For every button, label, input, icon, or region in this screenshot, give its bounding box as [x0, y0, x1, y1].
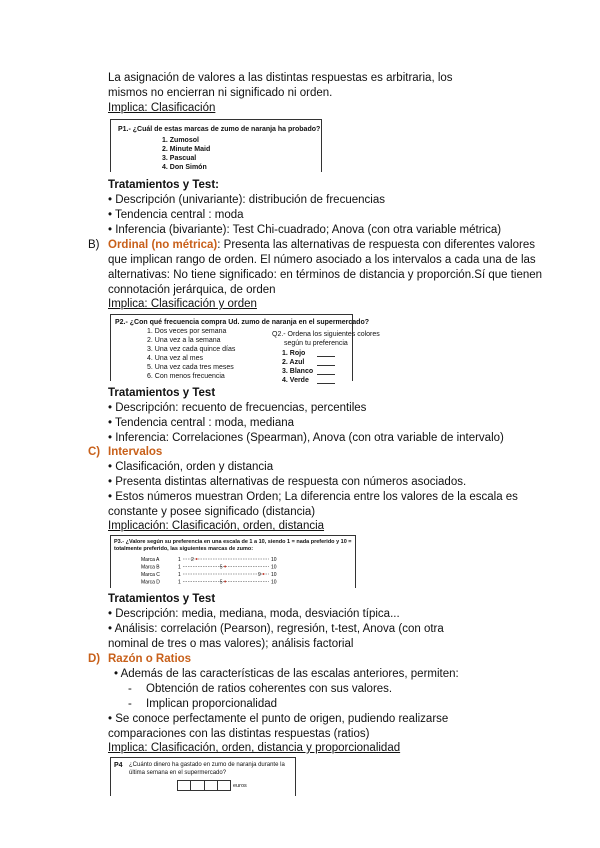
intro-line-2: mismos no encierran ni significado ni orden. [108, 87, 333, 99]
q2-subtitle: según tu preferencia [284, 340, 348, 347]
section-b-letter: B) [88, 239, 100, 251]
section-b-title: Ordinal (no métrica) [108, 239, 218, 251]
section-d-sub-item: Obtención de ratios coherentes con sus valores. [146, 683, 393, 695]
section-d-item-2-line-1: • Se conoce perfectamente el punto de origen, pudiendo realizarse [108, 713, 449, 725]
p4-question-line-2: última semana en el supermercado? [129, 770, 227, 776]
ordinal-test-item: • Inferencia: Correlaciones (Spearman), Anova (con otra variable de intervalo) [108, 432, 504, 444]
p4-question-line-1: ¿Cuánto dinero ha gastado en zumo de naranja durante la [129, 762, 285, 768]
p1-option: 3. Pascual [162, 155, 197, 162]
section-b-line-4: connotación jerárquica, de orden [108, 284, 276, 296]
p3-scale-max: 10 [271, 579, 277, 586]
question-box-p4 [110, 757, 296, 796]
ordinal-tests-heading: Tratamientos y Test [108, 387, 216, 399]
p2-option: 5. Una vez cada tres meses [147, 364, 234, 371]
section-d-letter: D) [88, 653, 101, 665]
question-box-p2 [110, 314, 380, 384]
interval-test-item: • Análisis: correlación (Pearson), regresión, t-test, Anova (con otra [108, 623, 444, 635]
p4-unit: euros [233, 783, 247, 789]
p3-scale-mark: 5 [219, 579, 223, 586]
q2-blank-line [317, 383, 335, 384]
section-c-item: • Presenta distintas alternativas de respuesta con números asociados. [108, 476, 467, 488]
interval-tests-heading: Tratamientos y Test [108, 593, 216, 605]
q2-color: 2. Azul [282, 359, 305, 366]
section-b-line-1: : Presenta las alternativas de respuesta con diferentes valores [217, 239, 535, 251]
p3-scale-min: 1 [178, 557, 181, 563]
p3-question-line-1: P3.- ¿Valore según su preferencia en una escala de 1 a 10, siendo 1 = nada preferido y 10 = [114, 539, 352, 545]
p3-scales [111, 554, 355, 588]
section-c-letter: C) [88, 446, 101, 458]
implica-ratio: Implica: Clasificación, orden, distancia y proporcionalidad [108, 742, 401, 754]
nominal-test-item: • Descripción (univariante): distribución de frecuencias [108, 194, 385, 206]
p3-brand-label: Marca C [141, 572, 160, 578]
p3-scale-max: 10 [271, 557, 277, 563]
p2-question: P2.- ¿Con qué frecuencia compra Ud. zumo de naranja en el supermercado? [115, 319, 370, 326]
nominal-tests-heading: Tratamientos y Test: [108, 179, 219, 191]
p3-scale-max: 10 [271, 572, 277, 578]
section-c-item: • Clasificación, orden y distancia [108, 461, 274, 473]
p1-option: 2. Minute Maid [162, 146, 211, 153]
p1-option: 1. Zumosol [162, 137, 199, 144]
p3-scale-min: 1 [178, 572, 181, 578]
section-b-line-2: que implican rango de orden. El número asociado a los intervalos a cada una de las [108, 254, 536, 266]
sub-bullet-dash: - [128, 683, 132, 695]
p3-scale-point [262, 573, 264, 575]
p3-brand-label: Marca A [141, 557, 160, 563]
p4-label: P4 [114, 762, 123, 769]
p2-option: 6. Con menos frecuencia [147, 373, 225, 380]
p3-scale-mark: 2 [191, 557, 194, 563]
section-d-item-2-line-2: comparaciones con las distintas respuestas (ratios) [108, 728, 370, 740]
q2-blank-line [317, 356, 335, 357]
nominal-test-item: • Tendencia central : moda [108, 209, 244, 221]
section-d-item-1: • Además de las características de las escalas anteriores, permiten: [114, 668, 459, 680]
implica-interval: Implicación: Clasificación, orden, distancia [108, 520, 325, 532]
q2-color: 3. Blanco [282, 368, 314, 375]
section-d-sub-item: Implican proporcionalidad [146, 698, 278, 710]
p3-scale-max: 10 [271, 564, 277, 571]
sub-bullet-dash: - [128, 698, 132, 710]
p3-scale-mark: 5 [219, 564, 223, 571]
ordinal-test-item: • Tendencia central : moda, mediana [108, 417, 295, 429]
nominal-test-item: • Inferencia (bivariante): Test Chi-cuadrado; Anova (con otra variable métrica) [108, 224, 502, 236]
q2-blank-line [317, 374, 335, 375]
p4-answer-boxes [177, 780, 231, 791]
implica-ordinal: Implica: Clasificación y orden [108, 298, 257, 310]
p1-question: P1.- ¿Cuál de estas marcas de zumo de naranja ha probado? [118, 126, 321, 133]
p2-option: 2. Una vez a la semana [147, 337, 221, 344]
section-b-line-3: alternativas: No tiene significado: en términos de distancia y proporción.Sí que tienen [108, 269, 543, 281]
section-c-item: • Estos números muestran Orden; La diferencia entre los valores de la escala es [108, 491, 518, 503]
ordinal-test-item: • Descripción: recuento de frecuencias, percentiles [108, 402, 367, 414]
question-box-p3 [110, 535, 356, 588]
section-d-title: Razón o Ratios [108, 653, 192, 665]
p3-question-line-2: totalmente preferido, las siguientes marcas de zumo: [114, 546, 254, 552]
section-c-title: Intervalos [108, 446, 163, 458]
p3-brand-label: Marca D [141, 579, 160, 586]
q2-blank-line [317, 365, 335, 366]
interval-test-item: nominal de tres o mas valores); análisis factorial [108, 638, 354, 650]
p3-scale-point [224, 581, 226, 583]
q2-color: 4. Verde [282, 377, 309, 384]
question-box-p1 [110, 119, 322, 172]
p3-scale-point [196, 558, 198, 560]
q2-title: Q2.- Ordena los siguientes colores [272, 331, 380, 338]
implica-nominal: Implica: Clasificación [108, 102, 216, 114]
p3-scale-min: 1 [178, 579, 181, 586]
q2-color: 1. Rojo [282, 350, 306, 357]
section-c-item: constante y posee significado (distancia) [108, 506, 316, 518]
intro-line-1: La asignación de valores a las distintas respuestas es arbitraria, los [108, 72, 453, 84]
p1-option: 4. Don Simón [162, 164, 207, 171]
interval-test-item: • Descripción: media, mediana, moda, desviación típica... [108, 608, 400, 620]
p2-option: 4. Una vez al mes [147, 355, 204, 362]
p3-brand-label: Marca B [141, 564, 160, 571]
p3-scale-mark: 9 [257, 572, 261, 578]
p3-scale-min: 1 [178, 564, 181, 571]
p2-option: 3. Una vez cada quince días [147, 346, 236, 353]
p3-scale-point [224, 566, 226, 568]
p2-option: 1. Dos veces por semana [147, 328, 227, 335]
